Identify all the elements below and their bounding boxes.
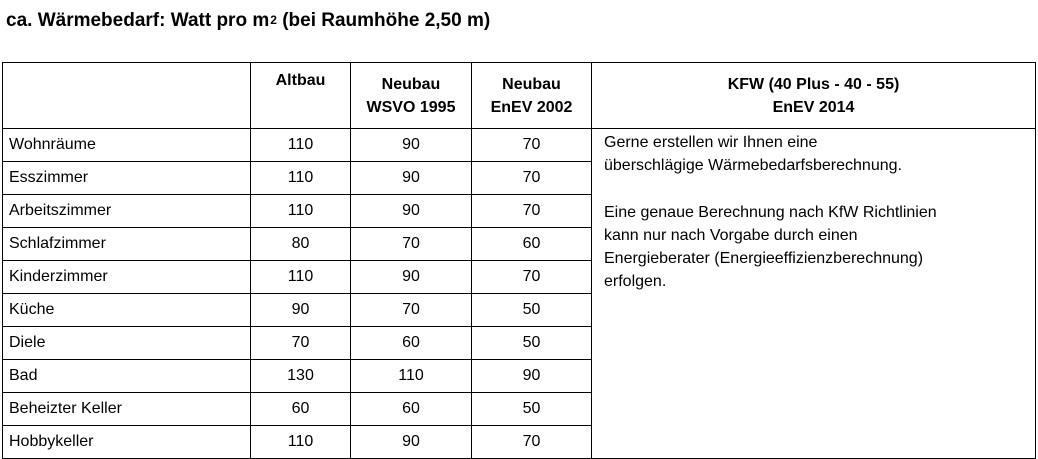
- value-altbau: 110: [251, 426, 351, 459]
- value-enev2002: 60: [472, 228, 592, 261]
- note-cell: [592, 129, 1036, 459]
- header-room: [3, 63, 251, 129]
- value-altbau: 70: [251, 327, 351, 360]
- note-paragraph-2: [604, 201, 1025, 293]
- room-name: Esszimmer: [3, 162, 251, 195]
- header-wsvo1995: [351, 63, 472, 129]
- room-name: Hobbykeller: [3, 426, 251, 459]
- note-p1-line2: überschlägige Wärmebedarfsberechnung.: [604, 157, 902, 174]
- header-wsvo1995-line1: Neubau: [381, 75, 441, 93]
- room-name: Wohnräume: [3, 129, 251, 162]
- value-wsvo1995: 70: [351, 294, 472, 327]
- header-kfw: [592, 63, 1036, 129]
- value-enev2002: 70: [472, 426, 592, 459]
- value-altbau: 110: [251, 162, 351, 195]
- title-suffix: (bei Raumhöhe 2,50 m): [276, 10, 491, 31]
- value-enev2002: 90: [472, 360, 592, 393]
- value-wsvo1995: 90: [351, 195, 472, 228]
- room-name: Schlafzimmer: [3, 228, 251, 261]
- value-altbau: 90: [251, 294, 351, 327]
- value-wsvo1995: 70: [351, 228, 472, 261]
- value-enev2002: 50: [472, 393, 592, 426]
- value-enev2002: 50: [472, 294, 592, 327]
- value-enev2002: 70: [472, 195, 592, 228]
- value-altbau: 110: [251, 261, 351, 294]
- note-p2-line1: Eine genaue Berechnung nach KfW Richtlinien: [604, 204, 937, 221]
- value-wsvo1995: 90: [351, 162, 472, 195]
- table-row: [3, 129, 1036, 162]
- value-altbau: 110: [251, 129, 351, 162]
- title-superscript: 2: [270, 13, 277, 27]
- value-wsvo1995: 60: [351, 393, 472, 426]
- header-kfw-line1: KFW (40 Plus - 40 - 55): [727, 75, 900, 93]
- room-name: Arbeitszimmer: [3, 195, 251, 228]
- value-altbau: 60: [251, 393, 351, 426]
- value-wsvo1995: 90: [351, 426, 472, 459]
- room-name: Diele: [3, 327, 251, 360]
- value-altbau: 110: [251, 195, 351, 228]
- header-wsvo1995-line2: WSVO 1995: [366, 98, 456, 116]
- value-wsvo1995: 60: [351, 327, 472, 360]
- header-enev2002-line2: EnEV 2002: [490, 98, 573, 116]
- table-header-row: [3, 63, 1036, 129]
- value-altbau: 130: [251, 360, 351, 393]
- note-p2-line2: kann nur nach Vorgabe durch einen: [604, 227, 858, 244]
- value-altbau: 80: [251, 228, 351, 261]
- value-enev2002: 70: [472, 162, 592, 195]
- value-wsvo1995: 110: [351, 360, 472, 393]
- header-kfw-line2: EnEV 2014: [772, 98, 855, 116]
- title-text: ca. Wärmebedarf: Watt pro m: [6, 10, 270, 31]
- value-enev2002: 70: [472, 261, 592, 294]
- note-p2-line4: erfolgen.: [604, 273, 667, 290]
- room-name: Beheizter Keller: [3, 393, 251, 426]
- header-altbau: [251, 63, 351, 129]
- note-p1-line1: Gerne erstellen wir Ihnen eine: [604, 134, 818, 151]
- value-enev2002: 50: [472, 327, 592, 360]
- value-enev2002: 70: [472, 129, 592, 162]
- header-enev2002: [472, 63, 592, 129]
- header-altbau-line1: Altbau: [275, 72, 326, 89]
- room-name: Bad: [3, 360, 251, 393]
- value-wsvo1995: 90: [351, 129, 472, 162]
- room-name: Kinderzimmer: [3, 261, 251, 294]
- value-wsvo1995: 90: [351, 261, 472, 294]
- note-paragraph-1: [604, 131, 1025, 177]
- note-p2-line3: Energieberater (Energieeffizienzberechnung): [604, 250, 924, 267]
- page-title: [6, 10, 490, 32]
- room-name: Küche: [3, 294, 251, 327]
- header-enev2002-line1: Neubau: [502, 75, 561, 93]
- heat-demand-table: [2, 62, 1036, 459]
